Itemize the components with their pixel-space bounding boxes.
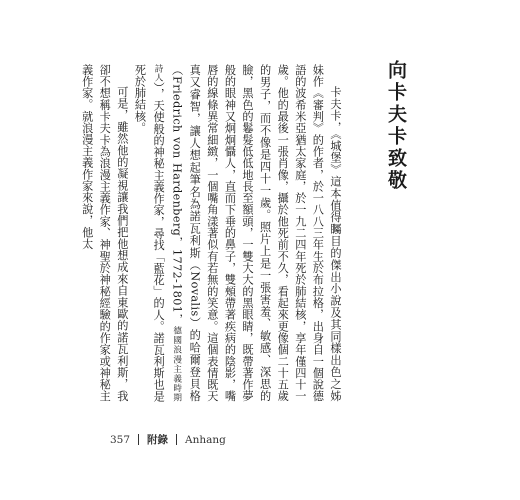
paragraph-text: ），天使般的神秘主義作家，尋找「藍花」的人。諾瓦利斯也是死於肺結核。	[133, 64, 166, 403]
footer-divider	[138, 434, 139, 445]
paragraph	[131, 64, 344, 402]
article-title: 向卡夫卡致敬	[385, 60, 407, 192]
paragraph-note: 德國浪漫主義時期詩人	[153, 64, 182, 402]
page-footer	[110, 432, 226, 447]
footer-divider	[176, 434, 177, 445]
section-name-en: Anhang	[185, 433, 226, 446]
paragraph-text: 卡夫卡，《城堡》這本值得矚目的傑出小說及其同樣出色之姊妹作《審判》的作者，於一八八三年生於布拉格，出身自一個說德語的波希米亞猶太家庭，於一九二四年死於肺結核，享年僅四十一歲。他的最後一張肖像，攝於他死前不久，看起來更像個二十五歲的男子，而不像是四十一歲。照片上是一張害羞、敏感、深思的臉，黑色的鬈髮低低地長至額頭，一雙大大的黑眼睛，既帶著作夢般的眼神又炯炯懾人，直而下垂的鼻子，雙頰帶著疾病的陰影，嘴唇的線條異常細緻，一個嘴角漾著似有若無的笑意。這個表情既天真又睿智，讓人想起筆名為諾瓦利斯（Novalis）的哈爾登貝格（Friedrich von Hardenberg，1772-1801，	[170, 64, 342, 402]
page-number: 357	[110, 433, 131, 446]
paragraph-text: 可是，雖然他的凝視讓我們把他想成來自東歐的諾瓦利斯，我卻不想稱卡夫卡為浪漫主義作家、神聖於神秘經驗的作家或神秘主義作家。就浪漫主義作家來說，他太	[80, 64, 129, 402]
article-body	[80, 64, 344, 403]
section-name-cn: 附錄	[147, 434, 169, 446]
paragraph	[78, 64, 131, 402]
